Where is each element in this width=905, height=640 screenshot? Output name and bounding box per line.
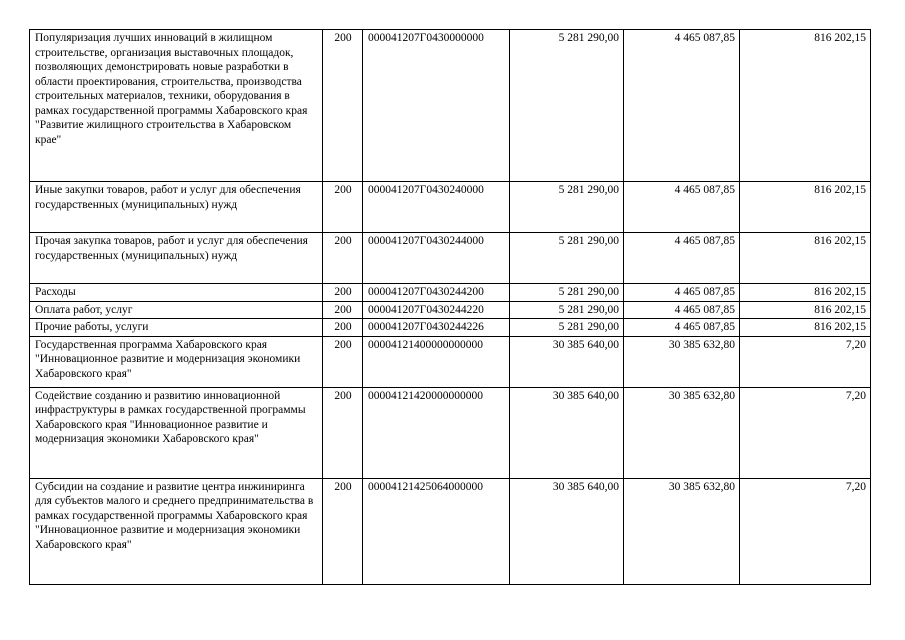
row-executed-cell: 4 465 087,85 <box>624 182 740 233</box>
row-kbk-cell: 00004121400000000000 <box>363 336 510 387</box>
row-executed-cell: 30 385 632,80 <box>624 336 740 387</box>
budget-table <box>29 29 871 585</box>
row-remainder-cell: 816 202,15 <box>740 182 871 233</box>
row-remainder-cell: 816 202,15 <box>740 30 871 182</box>
row-name-cell: Прочая закупка товаров, работ и услуг для обеспечения государственных (муниципальных) нужд <box>30 233 323 284</box>
row-approved-cell: 5 281 290,00 <box>510 233 624 284</box>
row-code-cell: 200 <box>323 284 363 302</box>
row-executed-cell: 4 465 087,85 <box>624 319 740 337</box>
row-code-cell: 200 <box>323 301 363 319</box>
row-name-cell: Иные закупки товаров, работ и услуг для обеспечения государственных (муниципальных) нужд <box>30 182 323 233</box>
row-code-cell: 200 <box>323 182 363 233</box>
table-row <box>30 319 871 337</box>
row-executed-cell: 4 465 087,85 <box>624 301 740 319</box>
row-kbk-cell: 000041207Г0430244220 <box>363 301 510 319</box>
row-executed-cell: 30 385 632,80 <box>624 478 740 584</box>
row-name-cell: Оплата работ, услуг <box>30 301 323 319</box>
row-remainder-cell: 816 202,15 <box>740 284 871 302</box>
row-kbk-cell: 000041207Г0430244000 <box>363 233 510 284</box>
row-remainder-cell: 816 202,15 <box>740 233 871 284</box>
row-executed-cell: 4 465 087,85 <box>624 284 740 302</box>
row-approved-cell: 30 385 640,00 <box>510 336 624 387</box>
row-remainder-cell: 7,20 <box>740 478 871 584</box>
row-approved-cell: 5 281 290,00 <box>510 301 624 319</box>
row-remainder-cell: 816 202,15 <box>740 301 871 319</box>
row-approved-cell: 5 281 290,00 <box>510 284 624 302</box>
row-kbk-cell: 00004121425064000000 <box>363 478 510 584</box>
table-row <box>30 387 871 478</box>
row-approved-cell: 30 385 640,00 <box>510 387 624 478</box>
table-row <box>30 284 871 302</box>
table-row <box>30 336 871 387</box>
table-row <box>30 301 871 319</box>
row-approved-cell: 30 385 640,00 <box>510 478 624 584</box>
table-row <box>30 182 871 233</box>
row-remainder-cell: 7,20 <box>740 387 871 478</box>
row-code-cell: 200 <box>323 30 363 182</box>
row-executed-cell: 4 465 087,85 <box>624 233 740 284</box>
row-approved-cell: 5 281 290,00 <box>510 319 624 337</box>
row-kbk-cell: 000041207Г0430244200 <box>363 284 510 302</box>
row-code-cell: 200 <box>323 387 363 478</box>
row-code-cell: 200 <box>323 233 363 284</box>
row-approved-cell: 5 281 290,00 <box>510 182 624 233</box>
row-executed-cell: 4 465 087,85 <box>624 30 740 182</box>
row-name-cell: Расходы <box>30 284 323 302</box>
table-row <box>30 478 871 584</box>
row-name-cell: Субсидии на создание и развитие центра инжиниринга для субъектов малого и среднего предпринимательства в рамках государственной программы Хабаровского края "Инновационное развитие и модернизация экономики Хабаровского края" <box>30 478 323 584</box>
row-kbk-cell: 000041207Г0430000000 <box>363 30 510 182</box>
row-approved-cell: 5 281 290,00 <box>510 30 624 182</box>
row-kbk-cell: 000041207Г0430240000 <box>363 182 510 233</box>
row-name-cell: Популяризация лучших инноваций в жилищном строительстве, организация выставочных площадок, позволяющих демонстрировать новые разработки в области проектирования, строительства, производства строительных материалов, техники, оборудования в рамках государственной программы Хабаровского края "Развитие жилищного строительства в Хабаровском крае" <box>30 30 323 182</box>
row-remainder-cell: 816 202,15 <box>740 319 871 337</box>
row-name-cell: Содействие созданию и развитию инновационной инфраструктуры в рамках государственной программы Хабаровского края "Инновационное развитие и модернизация экономики Хабаровского края" <box>30 387 323 478</box>
row-kbk-cell: 000041207Г0430244226 <box>363 319 510 337</box>
row-code-cell: 200 <box>323 319 363 337</box>
row-name-cell: Государственная программа Хабаровского края "Инновационное развитие и модернизация экономики Хабаровского края" <box>30 336 323 387</box>
row-remainder-cell: 7,20 <box>740 336 871 387</box>
row-code-cell: 200 <box>323 478 363 584</box>
row-executed-cell: 30 385 632,80 <box>624 387 740 478</box>
row-code-cell: 200 <box>323 336 363 387</box>
row-name-cell: Прочие работы, услуги <box>30 319 323 337</box>
table-row <box>30 30 871 182</box>
row-kbk-cell: 00004121420000000000 <box>363 387 510 478</box>
table-row <box>30 233 871 284</box>
